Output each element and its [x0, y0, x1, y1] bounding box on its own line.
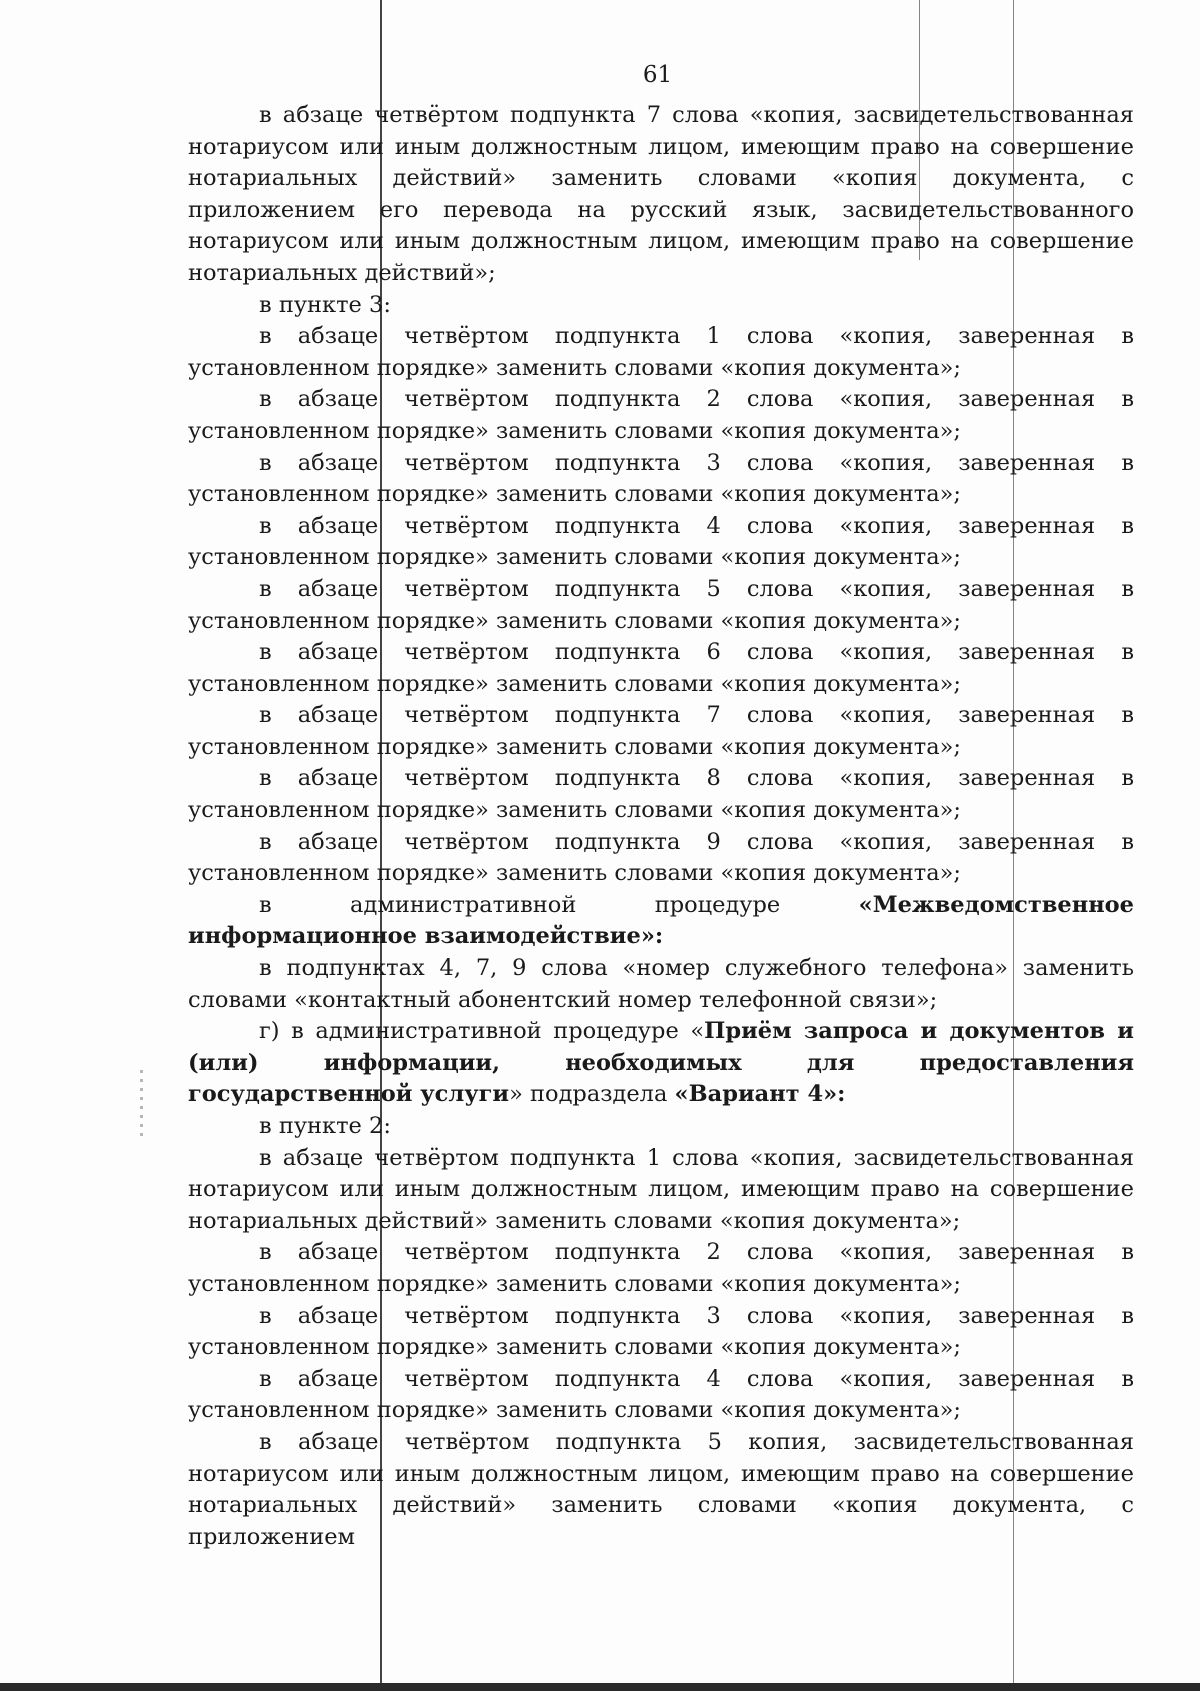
paragraph: в абзаце четвёртом подпункта 7 слова «копия, заверенная в установленном порядке» заменить словами «копия документа»; — [188, 702, 1134, 760]
document-body — [188, 100, 1134, 1553]
paragraph: в абзаце четвёртом подпункта 4 слова «копия, заверенная в установленном порядке» заменить словами «копия документа»; — [188, 1365, 1134, 1424]
paragraph: в абзаце четвёртом подпункта 1 слова «копия, засвидетельствованная нотариусом или иным должностным лицом, имеющим право на совершение нотариальных действий» заменить словами «копия документа»; — [188, 1144, 1134, 1234]
paragraph: в абзаце четвёртом подпункта 3 слова «копия, заверенная в установленном порядке» заменить словами «копия документа»; — [188, 449, 1134, 508]
paragraph: в абзаце четвёртом подпункта 7 слова «копия, засвидетельствованная нотариусом или иным должностным лицом, имеющим право на совершение нотариальных действий» заменить словами «копия документа, с приложением его перевода на русский язык, засвидетельствованного нотариусом или иным должностным лицом, имеющим право на совершение нотариальных действий»; — [188, 102, 1134, 286]
paragraph: в абзаце четвёртом подпункта 3 слова «копия, заверенная в установленном порядке» заменить словами «копия документа»; — [188, 1302, 1134, 1361]
paragraph: в абзаце четвёртом подпункта 6 слова «копия, заверенная в установленном порядке» заменить словами «копия документа»; — [188, 639, 1134, 697]
item-g-prefix: г) в административной процедуре « — [259, 1018, 705, 1045]
admin-procedure-title: «Межведомственное информационное взаимодействие»: — [188, 891, 1134, 950]
page-number: 61 — [642, 62, 673, 88]
paragraph: в пункте 2: — [259, 1113, 391, 1139]
paragraph: в абзаце четвёртом подпункта 5 копия, засвидетельствованная нотариусом или иным должностным лицом, имеющим право на совершение нотариальных действий» заменить словами «копия документа, с приложением — [188, 1428, 1134, 1550]
scan-artifact-dots — [140, 1070, 143, 1140]
admin-procedure-paragraph — [188, 890, 1134, 953]
paragraph: в абзаце четвёртом подпункта 4 слова «копия, заверенная в установленном порядке» заменить словами «копия документа»; — [188, 512, 1134, 571]
paragraph: в абзаце четвёртом подпункта 2 слова «копия, заверенная в установленном порядке» заменить словами «копия документа»; — [188, 386, 1134, 444]
paragraph: в подпунктах 4, 7, 9 слова «номер служебного телефона» заменить словами «контактный абонентский номер телефонной связи»; — [188, 955, 1134, 1013]
paragraph: в абзаце четвёртом подпункта 8 слова «копия, заверенная в установленном порядке» заменить словами «копия документа»; — [188, 765, 1134, 824]
item-g-middle: » подраздела — [509, 1081, 675, 1108]
scan-artifact-bottom-edge — [0, 1683, 1200, 1691]
paragraph: в абзаце четвёртом подпункта 5 слова «копия, заверенная в установленном порядке» заменить словами «копия документа»; — [188, 575, 1134, 634]
admin-procedure-prefix: в административной процедуре — [259, 891, 859, 918]
item-g-title: Приём запроса и документов и (или) информации, необходимых для предоставления государственной услуги — [188, 1018, 1134, 1108]
item-g-paragraph — [188, 1016, 1134, 1111]
paragraph: в абзаце четвёртом подпункта 2 слова «копия, заверенная в установленном порядке» заменить словами «копия документа»; — [188, 1239, 1134, 1297]
paragraph: в абзаце четвёртом подпункта 9 слова «копия, заверенная в установленном порядке» заменить словами «копия документа»; — [188, 828, 1134, 887]
item-g-variant: «Вариант 4»: — [674, 1081, 846, 1108]
paragraph: в абзаце четвёртом подпункта 1 слова «копия, заверенная в установленном порядке» заменить словами «копия документа»; — [188, 323, 1134, 381]
paragraph: в пункте 3: — [259, 291, 391, 318]
